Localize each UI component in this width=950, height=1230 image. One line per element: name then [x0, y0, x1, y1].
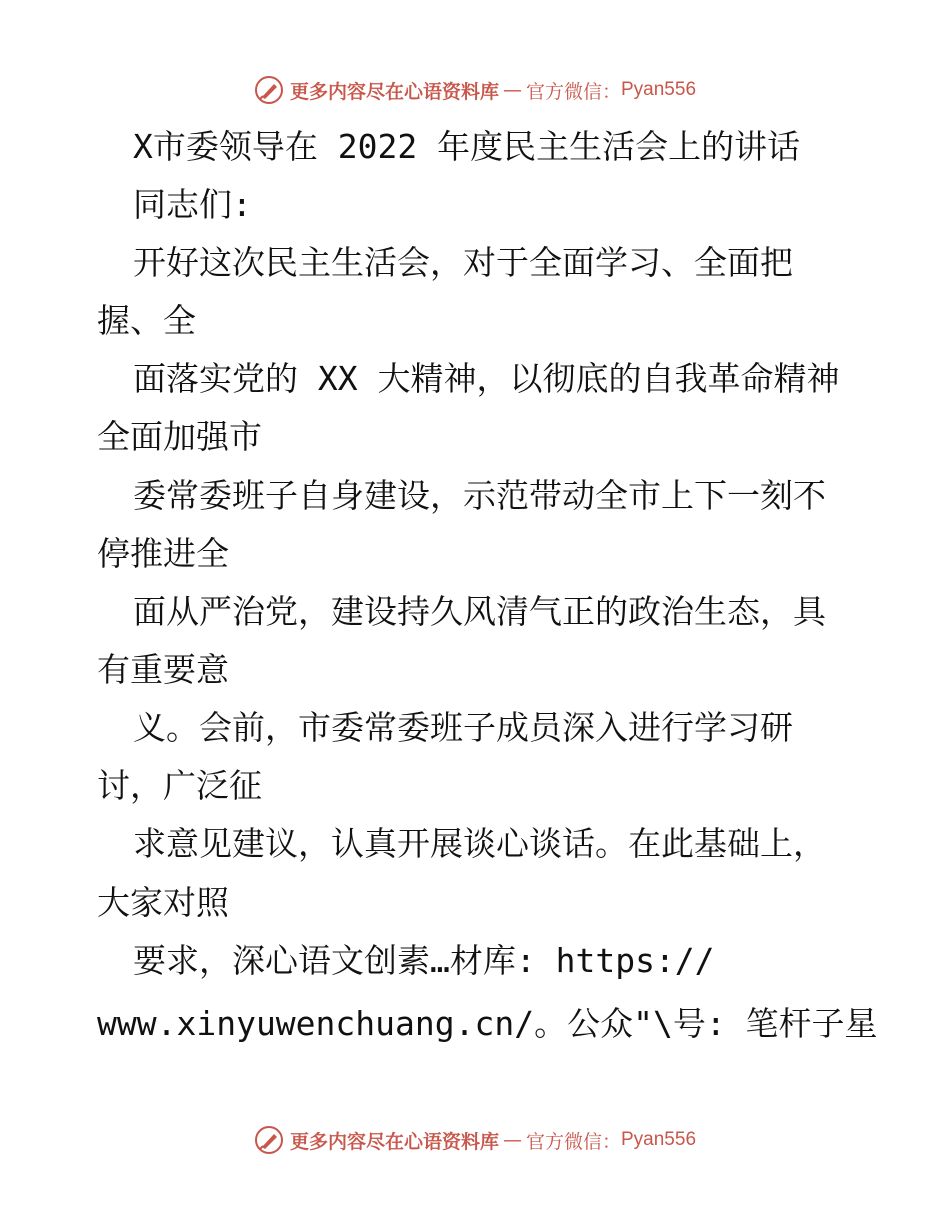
text-line: 开好这次民主生活会，对于全面学习、全面把: [133, 243, 793, 282]
text-line: 停推进全: [97, 534, 229, 573]
text-line: 义。会前，市委常委班子成员深入进行学习研: [133, 708, 793, 747]
document-title: X市委领导在 2022 年度民主生活会上的讲话: [133, 127, 801, 166]
text-line: www.xinyuwenchuang.cn/。公众"\号: 笔杆子星: [97, 1004, 878, 1043]
text-line: 有重要意: [97, 650, 229, 689]
banner-dash: —: [502, 1129, 522, 1151]
text-line: 同志们:: [133, 185, 252, 224]
quill-logo-icon: [254, 75, 284, 105]
text-line: 全面加强市: [97, 417, 262, 456]
header-banner: [0, 70, 950, 110]
text-line: 要求，深心语文创素…材库: https://: [133, 941, 715, 980]
banner-main-text: 更多内容尽在心语资料库: [289, 1130, 499, 1153]
text-line: 面从严治党，建设持久风清气正的政治生态，具: [133, 592, 826, 631]
banner-main-text: 更多内容尽在心语资料库: [289, 80, 499, 103]
text-line: 委常委班子自身建设，示范带动全市上下一刻不: [133, 476, 826, 515]
text-line: 大家对照: [97, 883, 229, 922]
text-line: 求意见建议，认真开展谈心谈话。在此基础上，: [133, 824, 826, 863]
text-line: 讨，广泛征: [97, 766, 262, 805]
text-line: 握、全: [97, 301, 196, 340]
banner-sub-text: 官方微信：: [525, 1130, 621, 1153]
footer-banner: [0, 1120, 950, 1160]
banner-sub-text: 官方微信：: [525, 80, 621, 103]
banner-wechat-id: Pyan556: [621, 1129, 697, 1150]
banner-wechat-id: Pyan556: [621, 79, 697, 100]
quill-logo-icon: [254, 1125, 284, 1155]
banner-dash: —: [502, 79, 522, 101]
text-line: 面落实党的 XX 大精神，以彻底的自我革命精神: [133, 359, 840, 398]
